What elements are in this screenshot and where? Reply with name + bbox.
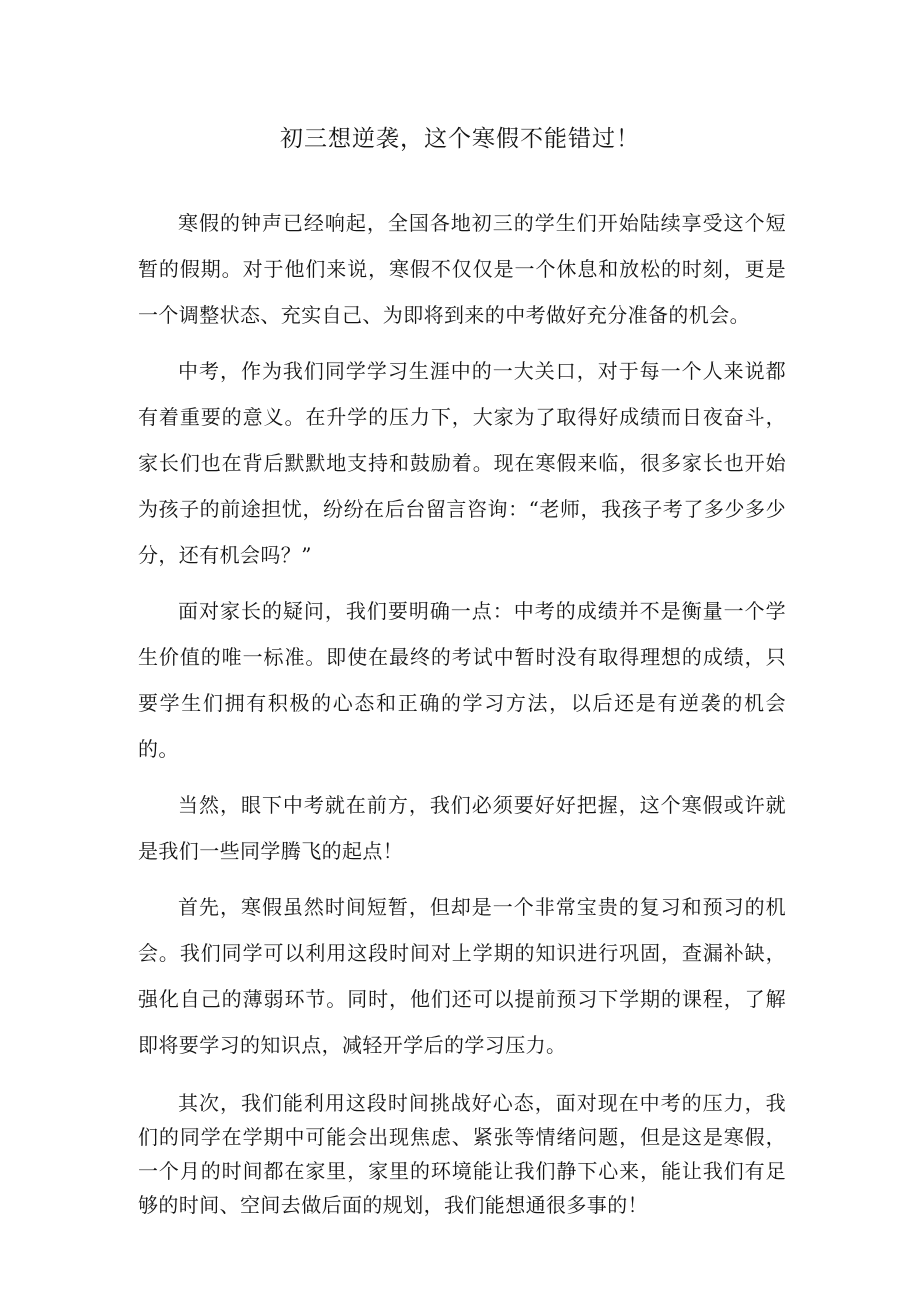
document-body (138, 200, 786, 1232)
document-title: 初三想逆袭，这个寒假不能错过！ (280, 126, 640, 152)
paragraph-3: 面对家长的疑问，我们要明确一点：中考的成绩并不是衡量一个学生价值的唯一标准。即使在最终的考试中暂时没有取得理想的成绩，只要学生们拥有积极的心态和正确的学习方法，以后还是有逆袭的机会的。 (138, 599, 786, 761)
paragraph-6: 其次，我们能利用这段时间挑战好心态，面对现在中考的压力，我们的同学在学期中可能会出现焦虑、紧张等情绪问题，但是这是寒假，一个月的时间都在家里，家里的环境能让我们静下心来，能让我们有足够的时间、空间去做后面的规划，我们能想通很多事的！ (138, 1091, 786, 1217)
paragraph-2: 中考，作为我们同学学习生涯中的一大关口，对于每一个人来说都有着重要的意义。在升学的压力下，大家为了取得好成绩而日夜奋斗，家长们也在背后默默地支持和鼓励着。现在寒假来临，很多家长也开始为孩子的前途担忧，纷纷在后台留言咨询：“老师，我孩子考了多少多少分，还有机会吗？” (138, 359, 786, 567)
paragraph-4: 当然，眼下中考就在前方，我们必须要好好把握，这个寒假或许就是我们一些同学腾飞的起点！ (138, 793, 786, 863)
paragraph-5: 首先，寒假虽然时间短暂，但却是一个非常宝贵的复习和预习的机会。我们同学可以利用这段时间对上学期的知识进行巩固，查漏补缺，强化自己的薄弱环节。同时，他们还可以提前预习下学期的课程，了解即将要学习的知识点，减轻开学后的学习压力。 (138, 895, 786, 1057)
paragraph-1: 寒假的钟声已经响起，全国各地初三的学生们开始陆续享受这个短暂的假期。对于他们来说，寒假不仅仅是一个休息和放松的时刻，更是一个调整状态、充实自己、为即将到来的中考做好充分准备的机会。 (138, 211, 786, 327)
